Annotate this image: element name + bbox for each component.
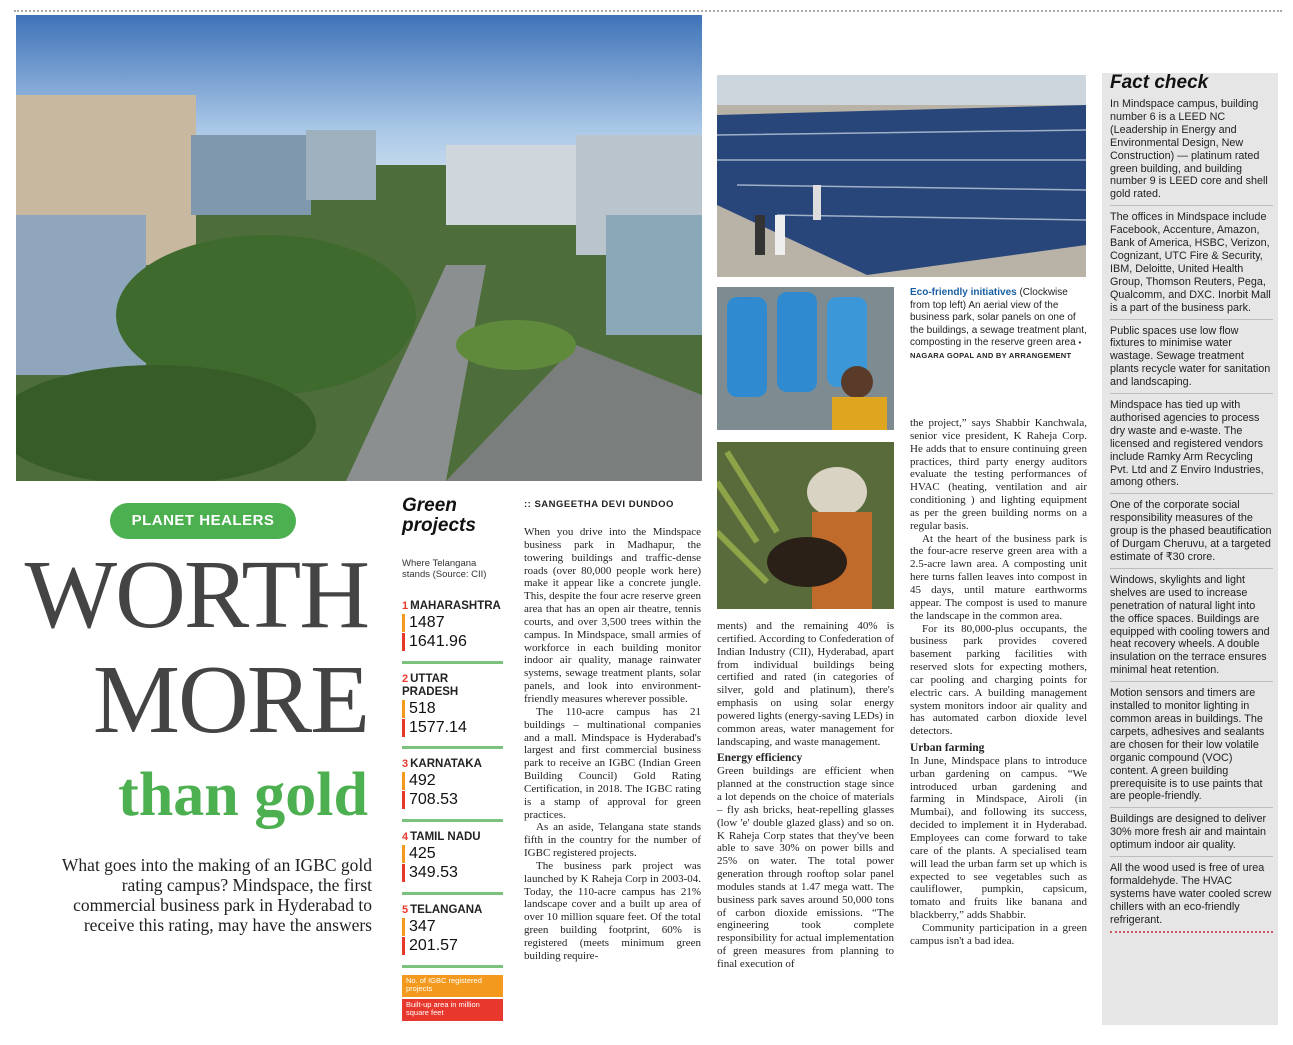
- deck-text: What goes into the making of an IGBC gold rating campus? Mindspace, the first commercial business park in Hyderabad to receive this rating, may have the answers: [61, 855, 372, 935]
- article-column-3: [910, 417, 1087, 948]
- paragraph: ments) and the remaining 40% is certified. According to Confederation of Indian Industry (CII), Hyderabad, apart from individual buildings being certified and rated (in categories of silver, gold and platinum), there's emphasis on using solar energy powered lights (energy-saving LEDs) in common areas, water management for landscaping, and waste management.: [717, 620, 894, 748]
- fact-check-title: Fact check: [1110, 72, 1209, 93]
- fact-item: In Mindspace campus, building number 6 is a LEED NC (Leadership in Energy and Environmental Design, New Construction) — platinum rated green building, and building number 9 is LEED core and shell gold rated.: [1110, 97, 1273, 206]
- paragraph: the project,” says Shabbir Kanchwala, senior vice president, K Raheja Corp. He adds that to ensure continuing green practices, third party energy auditors evaluate the testing performances of HVAC (heating, ventilation and air conditioning ) and lighting equipment as per the green building norms on a regular basis.: [910, 417, 1087, 532]
- aerial-photo: [16, 15, 702, 481]
- paragraph: Community participation in a green campus isn't a bad idea.: [910, 921, 1087, 947]
- fact-check-list: [1110, 97, 1273, 937]
- fact-item: Windows, skylights and light shelves are used to increase penetration of natural light into the office spaces. Buildings are equipped with cooling towers and heat recovery wheels. A double insulation on the terrace ensures minimal heat retention.: [1110, 573, 1273, 682]
- sidebar-title: Green projects: [402, 495, 476, 536]
- sidebar-subtitle: Where Telangana stands (Source: CII): [402, 558, 487, 580]
- fact-item: All the wood used is free of urea formaldehyde. The HVAC systems have water cooled screw chillers with an eco-friendly refrigerant.: [1110, 861, 1273, 933]
- composting-photo: [717, 442, 894, 609]
- article-column-1: [524, 526, 701, 963]
- fact-item: The offices in Mindspace include Facebook, Accenture, Amazon, Bank of America, HSBC, Verizon, Cognizant, UTC Fire & Security, IBM, Deloitte, United Health Group, Thomson Reuters, Pega, Qualcomm, and DXC. Inorbit Mall is a part of the business park.: [1110, 210, 1273, 319]
- fact-item: Public spaces use low flow fixtures to minimise water wastage. Sewage treatment plants recycle water for sanitation and landscaping.: [1110, 324, 1273, 395]
- divider: [402, 965, 503, 968]
- paragraph: At the heart of the business park is the four-acre reserve green area with a 2.5-acre lawn area. A composting unit here turns fallen leaves into compost in 45 days, until mature earthworms appear. The compost is used to manure the landscape in the common area.: [910, 532, 1087, 622]
- paragraph: The 110-acre campus has 21 buildings – multinational companies and a mall. Mindspace is Hyderabad's largest and first commercial business park to receive an IGBC (Indian Green Building Council) Gold Rating Certification, in 2018. The IGBC rating is a stamp of approval for green practices.: [524, 705, 701, 821]
- state-item: 3 KARNATAKA 492 708.53: [402, 758, 503, 809]
- sewage-plant-photo: [717, 287, 894, 430]
- divider: [402, 661, 503, 664]
- state-item: 4 TAMIL NADU 425 349.53: [402, 831, 503, 882]
- divider: [402, 746, 503, 749]
- headline-line-1: WORTH: [24, 541, 368, 649]
- legend-area: Built-up area in million square feet: [402, 999, 503, 1021]
- paragraph: In June, Mindspace plans to introduce urban gardening on campus. “We introduced urban gardening and farming in Mindspace, Airoli (in Mumbai), and following its success, decided to implement it in Hyderabad. Employees can come forward to take care of the plants. A specialised team will lead the urban farm set up which is expected to see vegetables such as cauliflower, pumpkin, capsicum, tomato and fruits like banana and blackberry,” adds Shabbir.: [910, 754, 1087, 922]
- subhead: Energy efficiency: [717, 752, 803, 765]
- fact-item: One of the corporate social responsibility measures of the group is the phased beautification of Durgam Cheruvu, at a targeted estimate of ₹30 crore.: [1110, 498, 1273, 569]
- state-item: 5 TELANGANA 347 201.57: [402, 904, 503, 955]
- paragraph: As an aside, Telangana state stands fifth in the country for the number of IGBC registered projects.: [524, 821, 701, 860]
- article-column-2: [717, 620, 894, 971]
- headline-line-3: than gold: [118, 761, 368, 829]
- state-item: 1 MAHARASHTRA 1487 1641.96: [402, 600, 503, 651]
- divider: [402, 819, 503, 822]
- paragraph: Green buildings are efficient when planned at the construction stage since a lot depends on the choice of materials – fly ash bricks, heat-repelling glasses (low 'e' double glazed glass) and so on. K Raheja Corp states that they've been able to save 30% on power bills and 25% on water. The total power generation through rooftop solar panel modules stands at 1.47 mega watt. The business park saves around 50,000 tons of carbon dioxide emissions. “The engineering took complete responsibility for actual implementation of green measures from planning to final execution of: [717, 765, 894, 970]
- fact-item: Motion sensors and timers are installed to monitor lighting in common areas in buildings. The carpets, adhesives and sealants are chosen for their low volatile organic compound (VOC) content. A green building prerequisite is to use paints that are people-friendly.: [1110, 686, 1273, 808]
- byline: :: SANGEETHA DEVI DUNDOO: [524, 499, 674, 510]
- paragraph: The business park project was launched by K Raheja Corp in 2003-04. Today, the 110-acre campus has 21% landscape cover and a built up area of over 10 million square feet. Of the total green building footprint, 60% is registered (meets minimum green building require-: [524, 859, 701, 962]
- subhead: Urban farming: [910, 742, 985, 755]
- paragraph: For its 80,000-plus occupants, the business park provides covered basement parking facilities with reserved slots for expecting mothers, car pooling and charging points for electric cars. A building management system monitors indoor air quality and has automated carbon dioxide level detectors.: [910, 622, 1087, 738]
- section-kicker: PLANET HEALERS: [110, 503, 296, 539]
- divider: [402, 892, 503, 895]
- top-dotted-rule: [14, 10, 1282, 12]
- photo-caption: Eco-friendly initiatives (Clockwise from top left) An aerial view of the business park, solar panels on one of the buildings, a sewage treatment plant, composting in the reserve green area • NAGARA GOPAL AND BY ARRANGEMENT: [910, 287, 1087, 360]
- solar-panels-photo: [717, 75, 1086, 277]
- state-item: 2 UTTAR PRADESH 518 1577.14: [402, 673, 503, 737]
- legend-projects: No. of IGBC registered projects: [402, 975, 503, 997]
- fact-item: Buildings are designed to deliver 30% more fresh air and maintain optimum indoor air quality.: [1110, 812, 1273, 857]
- fact-item: Mindspace has tied up with authorised agencies to process dry waste and e-waste. The licensed and registered vendors include Ramky Arm Recycling Pvt. Ltd and Z Enviro Industries, among others.: [1110, 398, 1273, 494]
- headline-line-2: MORE: [92, 646, 368, 754]
- paragraph: When you drive into the Mindspace business park in Madhapur, the towering buildings and traffic-dense roads (over 80,000 people work here) make it appear like a concrete jungle. This, despite the four acre reserve green area that has an open air theatre, tennis courts, and over 3,500 trees within the campus. In Mindspace, small armies of workforce in each building monitor indoor air quality, manage rainwater systems, sewage treatment plants, solar panels, and look into environment-friendly measures wherever possible.: [524, 526, 701, 705]
